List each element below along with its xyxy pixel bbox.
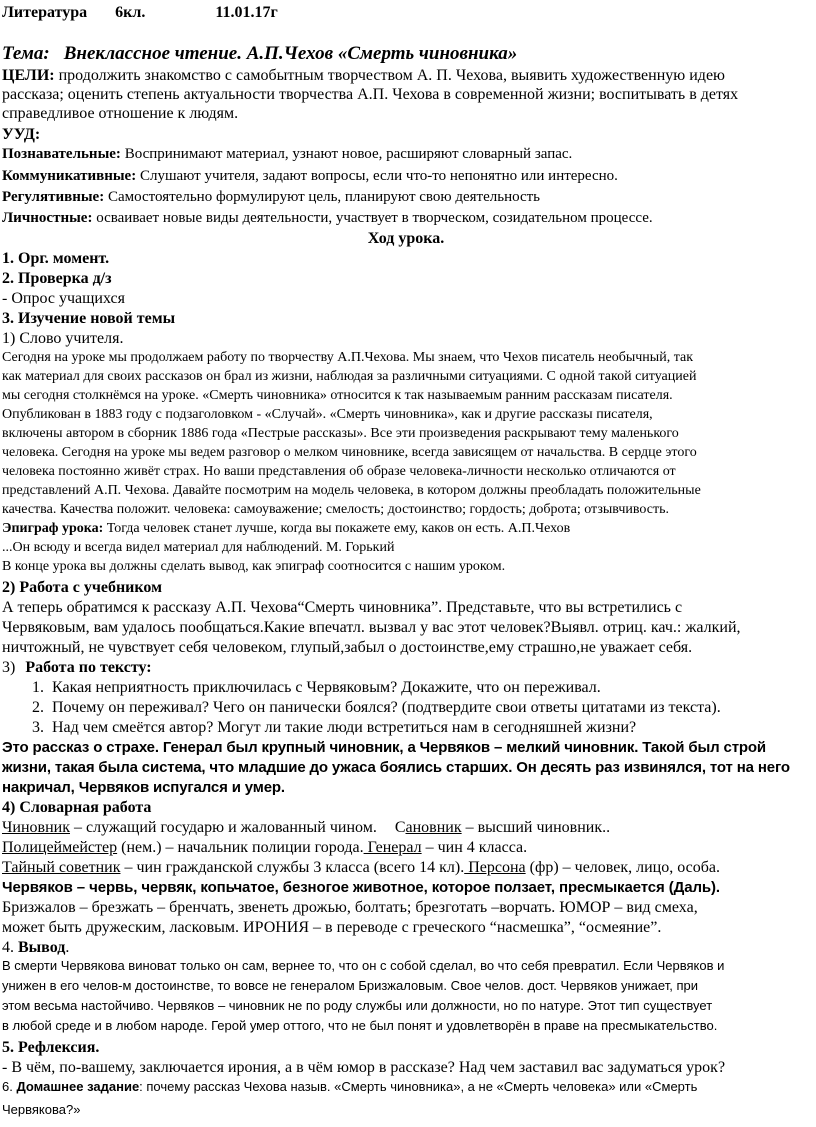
section-2-text: - Опрос учащихся [2,290,125,307]
teacher-text-line: Сегодня на уроке мы продолжаем работу по творчеству А.П.Чехова. Мы знаем, что Чехов писатель необычный, так [2,350,694,365]
uud-communicative [2,168,618,185]
question-text: Какая неприятность приключилась с Червяковым? Докажите, что он переживал. [52,679,601,696]
term-politseimeister: Полицеймейстер [2,839,118,856]
summary-line: Это рассказ о страхе. Генерал был крупный чиновник, а Червяков – мелкий чиновник. Такой был строй [2,739,766,756]
epigraph-quote-1: Тогда человек станет лучше, когда вы покажете ему, каков он есть. А.П.Чехов [103,521,571,536]
def-chinovnik: – служащий государю и жалованный чином. [69,819,377,836]
term-persona: Персона [464,859,526,876]
lesson-title: Ход урока. [367,230,445,247]
section-3-sub-1: 1) Слово учителя. [2,330,124,347]
question-item [22,699,721,717]
conclusion-heading-line [2,939,69,957]
question-text: Почему он переживал? Чего он панически боялся? (подтвердите свои ответы цитатами из текста). [52,699,721,716]
uud-communicative-text: Слушают учителя, задают вопросы, если что-то непонятно или интересно. [136,168,618,184]
term-sanovnik-first: С [394,819,406,836]
uud-personal-label: Личностные: [2,210,93,226]
reflection-text: В чём, по-вашему, заключается ирония, а в чём юмор в рассказе? Над чем заставил вас задуматься урок? [11,1059,726,1076]
def-general: – чин 4 класса. [421,839,528,856]
uud-personal [2,210,653,227]
header-line [2,4,278,22]
topic-text: Внеклассное чтение. А.П.Чехов «Смерть чиновника» [63,43,518,64]
uud-cognitive [2,146,572,163]
textbook-line: ничтожный, не чувствует себя человеком, глупый,забыл о достоинстве,ему страшно,не уважает себя. [2,639,693,656]
conclusion-heading: Вывод [14,939,66,956]
question-item [22,719,636,737]
textbook-line: А теперь обратимся к рассказу А.П. Чехова“Смерть чиновника”. Представьте, что вы встретились с [2,599,683,616]
uud-cognitive-label: Познавательные: [2,146,121,162]
teacher-text-line: представлений А.П. Чехова. Давайте посмотрим на модель человека, в котором должны преобладать положительные [2,483,701,498]
vocab-heading: 4) Словарная работа [2,799,152,816]
epigraph-line-1 [2,521,570,537]
vocab-line-3 [2,859,720,877]
section-1-heading: 1. Орг. момент. [2,250,110,267]
conclusion-num: 4. [2,939,14,956]
teacher-text-line: включены автором в сборник 1886 года «Пестрые рассказы». Все эти произведения раскрывают тему маленького [2,426,679,441]
goals-label: ЦЕЛИ: [2,67,55,84]
summary-line: накричал, Червяков испугался и умер. [2,779,285,796]
def-tainy-sovetnik: – чин гражданской службы 3 класса (всего 14 кл). [120,859,465,876]
header-grade: 6кл. [115,4,146,21]
homework-label: Домашнее задание [16,1079,140,1094]
conclusion-dot: . [65,939,70,956]
teacher-text-line: человека. Сегодня на уроке мы ведем разговор о мелком чиновнике, всегда зависящем от начальства. В сердце этого [2,445,697,460]
goals-line-3: справедливое отношение к людям. [2,105,239,122]
homework-text: : почему рассказ Чехова назыв. «Смерть чиновника», а не «Смерть человека» или «Смерть [139,1079,698,1094]
uud-regulative [2,189,540,206]
homework-line-2: Червякова?» [2,1102,81,1117]
vocab-line-2 [2,839,527,857]
teacher-text-line: мы сегодня столкнёмся на уроке. «Смерть чиновника» относится к так называемым ранним рассказам писателя. [2,388,673,403]
summary-line: жизни, такая была система, что младшие до ужаса боялись старших. Он десять раз извинялся, тот на него [2,759,790,776]
epigraph-instruction: В конце урока вы должны сделать вывод, как эпиграф соотносится с нашим уроком. [2,559,506,574]
topic-line [2,43,517,65]
term-sanovnik-rest: ановник [405,819,462,836]
goals-line-2: рассказа; оценить степень актуальности творчества А.П. Чехова в современной жизни; воспитывать в детях [2,86,739,103]
teacher-text-line: качества. Качества положит. человека: самоуважение; смелость; достоинство; гордость; доброта; отзывчивость. [2,502,669,517]
homework-line [2,1080,697,1095]
vocab-brizhalov-2: может быть дружеским, ласковым. ИРОНИЯ – в переводе с греческого “насмешка”, “осмеяние”. [2,919,662,936]
question-number: 2. [32,699,44,716]
term-general: Генерал [363,839,422,856]
teacher-text-line: человека постоянно живёт страх. Но ваши представления об образе человека-личности несколько отличаются от [2,464,676,479]
conclusion-line: В смерти Червякова виноват только он сам, вернее то, что он с собой сделал, во что себя превратил. Если Червяков и [2,958,725,973]
goals-line-1 [2,67,725,85]
question-number: 3. [32,719,44,736]
vocab-line-1 [2,819,610,837]
textbook-line: Червяковым, вам удалось пообщаться.Какие впечатл. вызвал у вас этот человек?Выявл. отриц. кач.: жалкий, [2,619,741,636]
epigraph-quote-2: ...Он всюду и всегда видел материал для наблюдений. М. Горький [2,540,395,555]
text-work-num: 3) [2,659,16,676]
question-item [22,679,601,697]
text-work-heading-line [2,659,152,677]
uud-communicative-label: Коммуникативные: [2,168,137,184]
goals-text-1: продолжить знакомство с самобытным творчеством А. П. Чехова, выявить художественную идею [54,67,725,84]
header-subject: Литература [2,4,88,21]
header-date: 11.01.17г [215,4,278,21]
uud-label: УУД: [2,126,41,143]
def-politseimeister: (нем.) – начальник полиции города. [117,839,364,856]
textbook-heading: 2) Работа с учебником [2,579,162,596]
conclusion-line: унижен в его челов-м достоинстве, то вовсе не генералом Бризжаловым. Свое челов. дост. Червяков унижает, при [2,978,698,993]
question-text: Над чем смеётся автор? Могут ли такие люди встретиться нам в сегодняшней жизни? [52,719,637,736]
reflection-line [2,1059,725,1077]
topic-label: Тема: [2,43,50,64]
uud-personal-text: осваивает новые виды деятельности, участвует в творческом, созидательном процессе. [92,210,653,226]
term-chinovnik: Чиновник [2,819,70,836]
reflection-heading: 5. Рефлексия. [2,1039,100,1056]
teacher-text-line: как материал для своих рассказов он брал из жизни, наблюдая за различными ситуациями. С одной такой ситуацией [2,369,697,384]
reflection-dash: - [2,1059,12,1076]
uud-regulative-text: Самостоятельно формулируют цель, планируют свою деятельность [104,189,541,205]
homework-num: 6. [2,1079,17,1094]
vocab-chervyakov: Червяков – червь, червяк, копьчатое, безногое животное, которое ползает, пресмыкается (Даль). [2,879,720,896]
section-3-heading: 3. Изучение новой темы [2,310,176,327]
section-2-heading: 2. Проверка д/з [2,270,112,287]
conclusion-line: в любой среде и в любом народе. Герой умер оттого, что не был понят и удовлетворён в праве на пресмыкательство. [2,1018,718,1033]
epigraph-label: Эпиграф урока: [2,521,104,536]
question-number: 1. [32,679,44,696]
uud-cognitive-text: Воспринимают материал, узнают новое, расширяют словарный запас. [120,146,573,162]
conclusion-line: этом весьма настойчиво. Червяков – чиновник не по роду службы или должности, но по натуре. Этот тип существует [2,998,713,1013]
def-sanovnik: – высший чиновник.. [461,819,611,836]
def-persona: (фр) – человек, лицо, особа. [525,859,720,876]
vocab-brizhalov-1: Бризжалов – брезжать – бренчать, звенеть дрожью, болтать; брезготать –ворчать. ЮМОР – вид смеха, [2,899,698,916]
uud-regulative-label: Регулятивные: [2,189,105,205]
term-tainy-sovetnik: Тайный советник [2,859,121,876]
text-work-heading: Работа по тексту: [25,659,152,676]
term-sanovnik [395,819,462,836]
teacher-text-line: Опубликован в 1883 году с подзаголовком - «Случай». «Смерть чиновника», как и другие рассказы писателя, [2,407,653,422]
